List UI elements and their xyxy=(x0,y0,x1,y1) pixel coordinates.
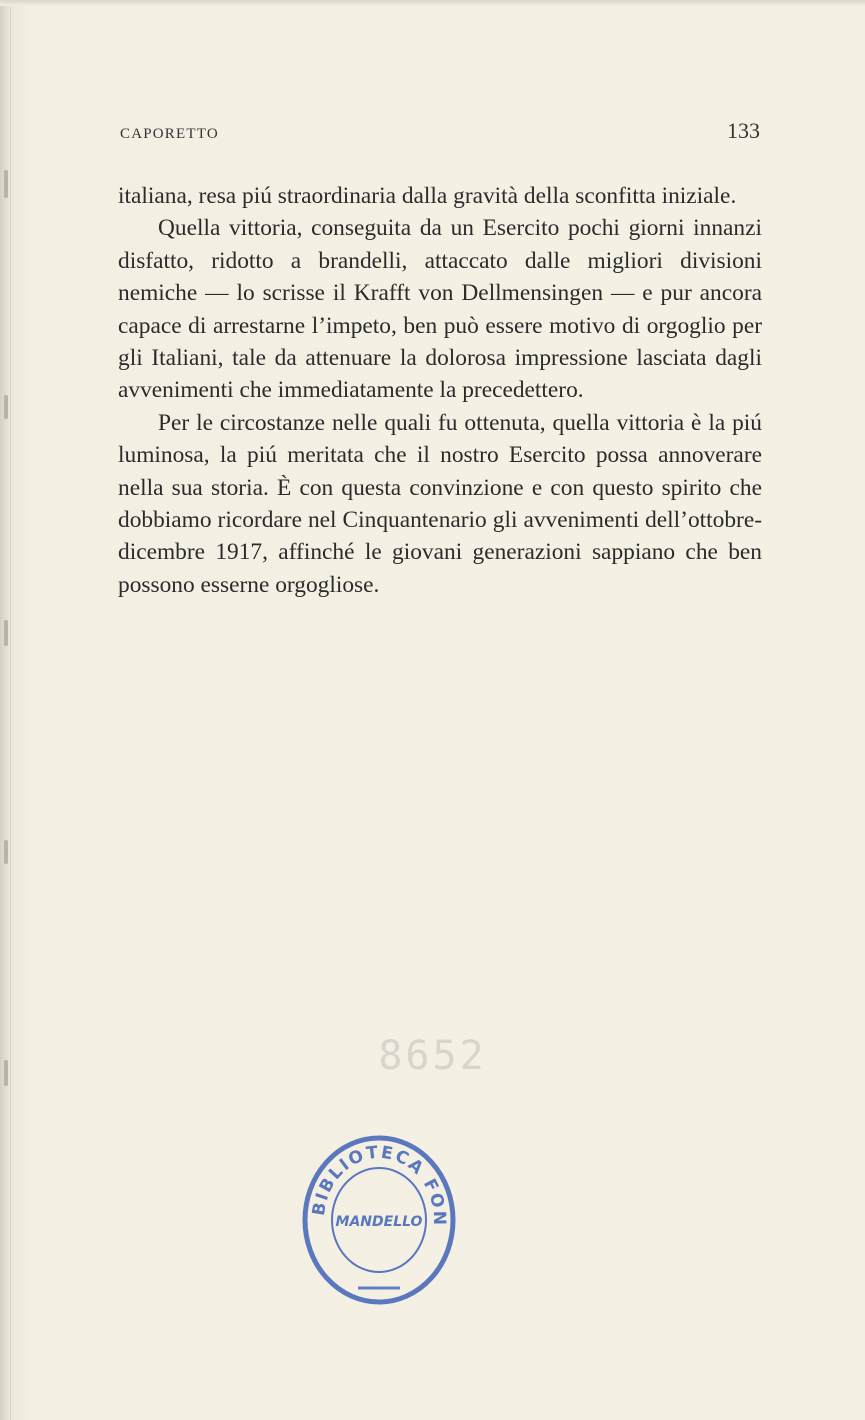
body-text xyxy=(118,180,762,601)
page-top-edge xyxy=(0,0,865,6)
page-number: 133 xyxy=(727,118,760,143)
library-stamp xyxy=(296,1120,461,1315)
inventory-number: 8652 xyxy=(378,1033,487,1079)
binding-stitch xyxy=(4,620,8,646)
stamp-outer-text: BIBLIOTECA FON xyxy=(308,1142,450,1228)
binding-stitch xyxy=(4,840,8,864)
stamp-center-text: MANDELLO xyxy=(335,1214,423,1230)
binding-stitch xyxy=(4,395,8,419)
paragraph-2: Quella vittoria, conseguita da un Esercito pochi giorni innanzi disfatto, ridotto a brandelli, attaccato dalle migliori divisioni nemiche — lo scrisse il Krafft von Dellmensingen — e pur ancora capace di arrestarne l’impeto, ben può essere motivo di orgoglio per gli Italiani, tale da attenuare la dolorosa impressione lasciata dagli avvenimenti che immediatamente la precedettero. xyxy=(118,215,762,404)
book-binding-edge xyxy=(0,0,11,1420)
paragraph-3: Per le circostanze nelle quali fu ottenuta, quella vittoria è la piú luminosa, la piú meritata che il nostro Esercito possa annoverare nella sua storia. È con questa convinzione e con questo spirito che dobbiamo ricordare nel Cinquantenario gli avvenimenti dell’ottobre-dicembre 1917, affinché le giovani generazioni sappiano che ben possono esserne orgogliose. xyxy=(118,409,762,598)
page-header xyxy=(120,118,760,144)
running-head: CAPORETTO xyxy=(120,126,219,142)
library-stamp-graphic xyxy=(296,1120,461,1315)
binding-stitch xyxy=(4,170,8,198)
paragraph-1: italiana, resa piú straordinaria dalla gravità della sconfitta iniziale. xyxy=(118,183,737,209)
